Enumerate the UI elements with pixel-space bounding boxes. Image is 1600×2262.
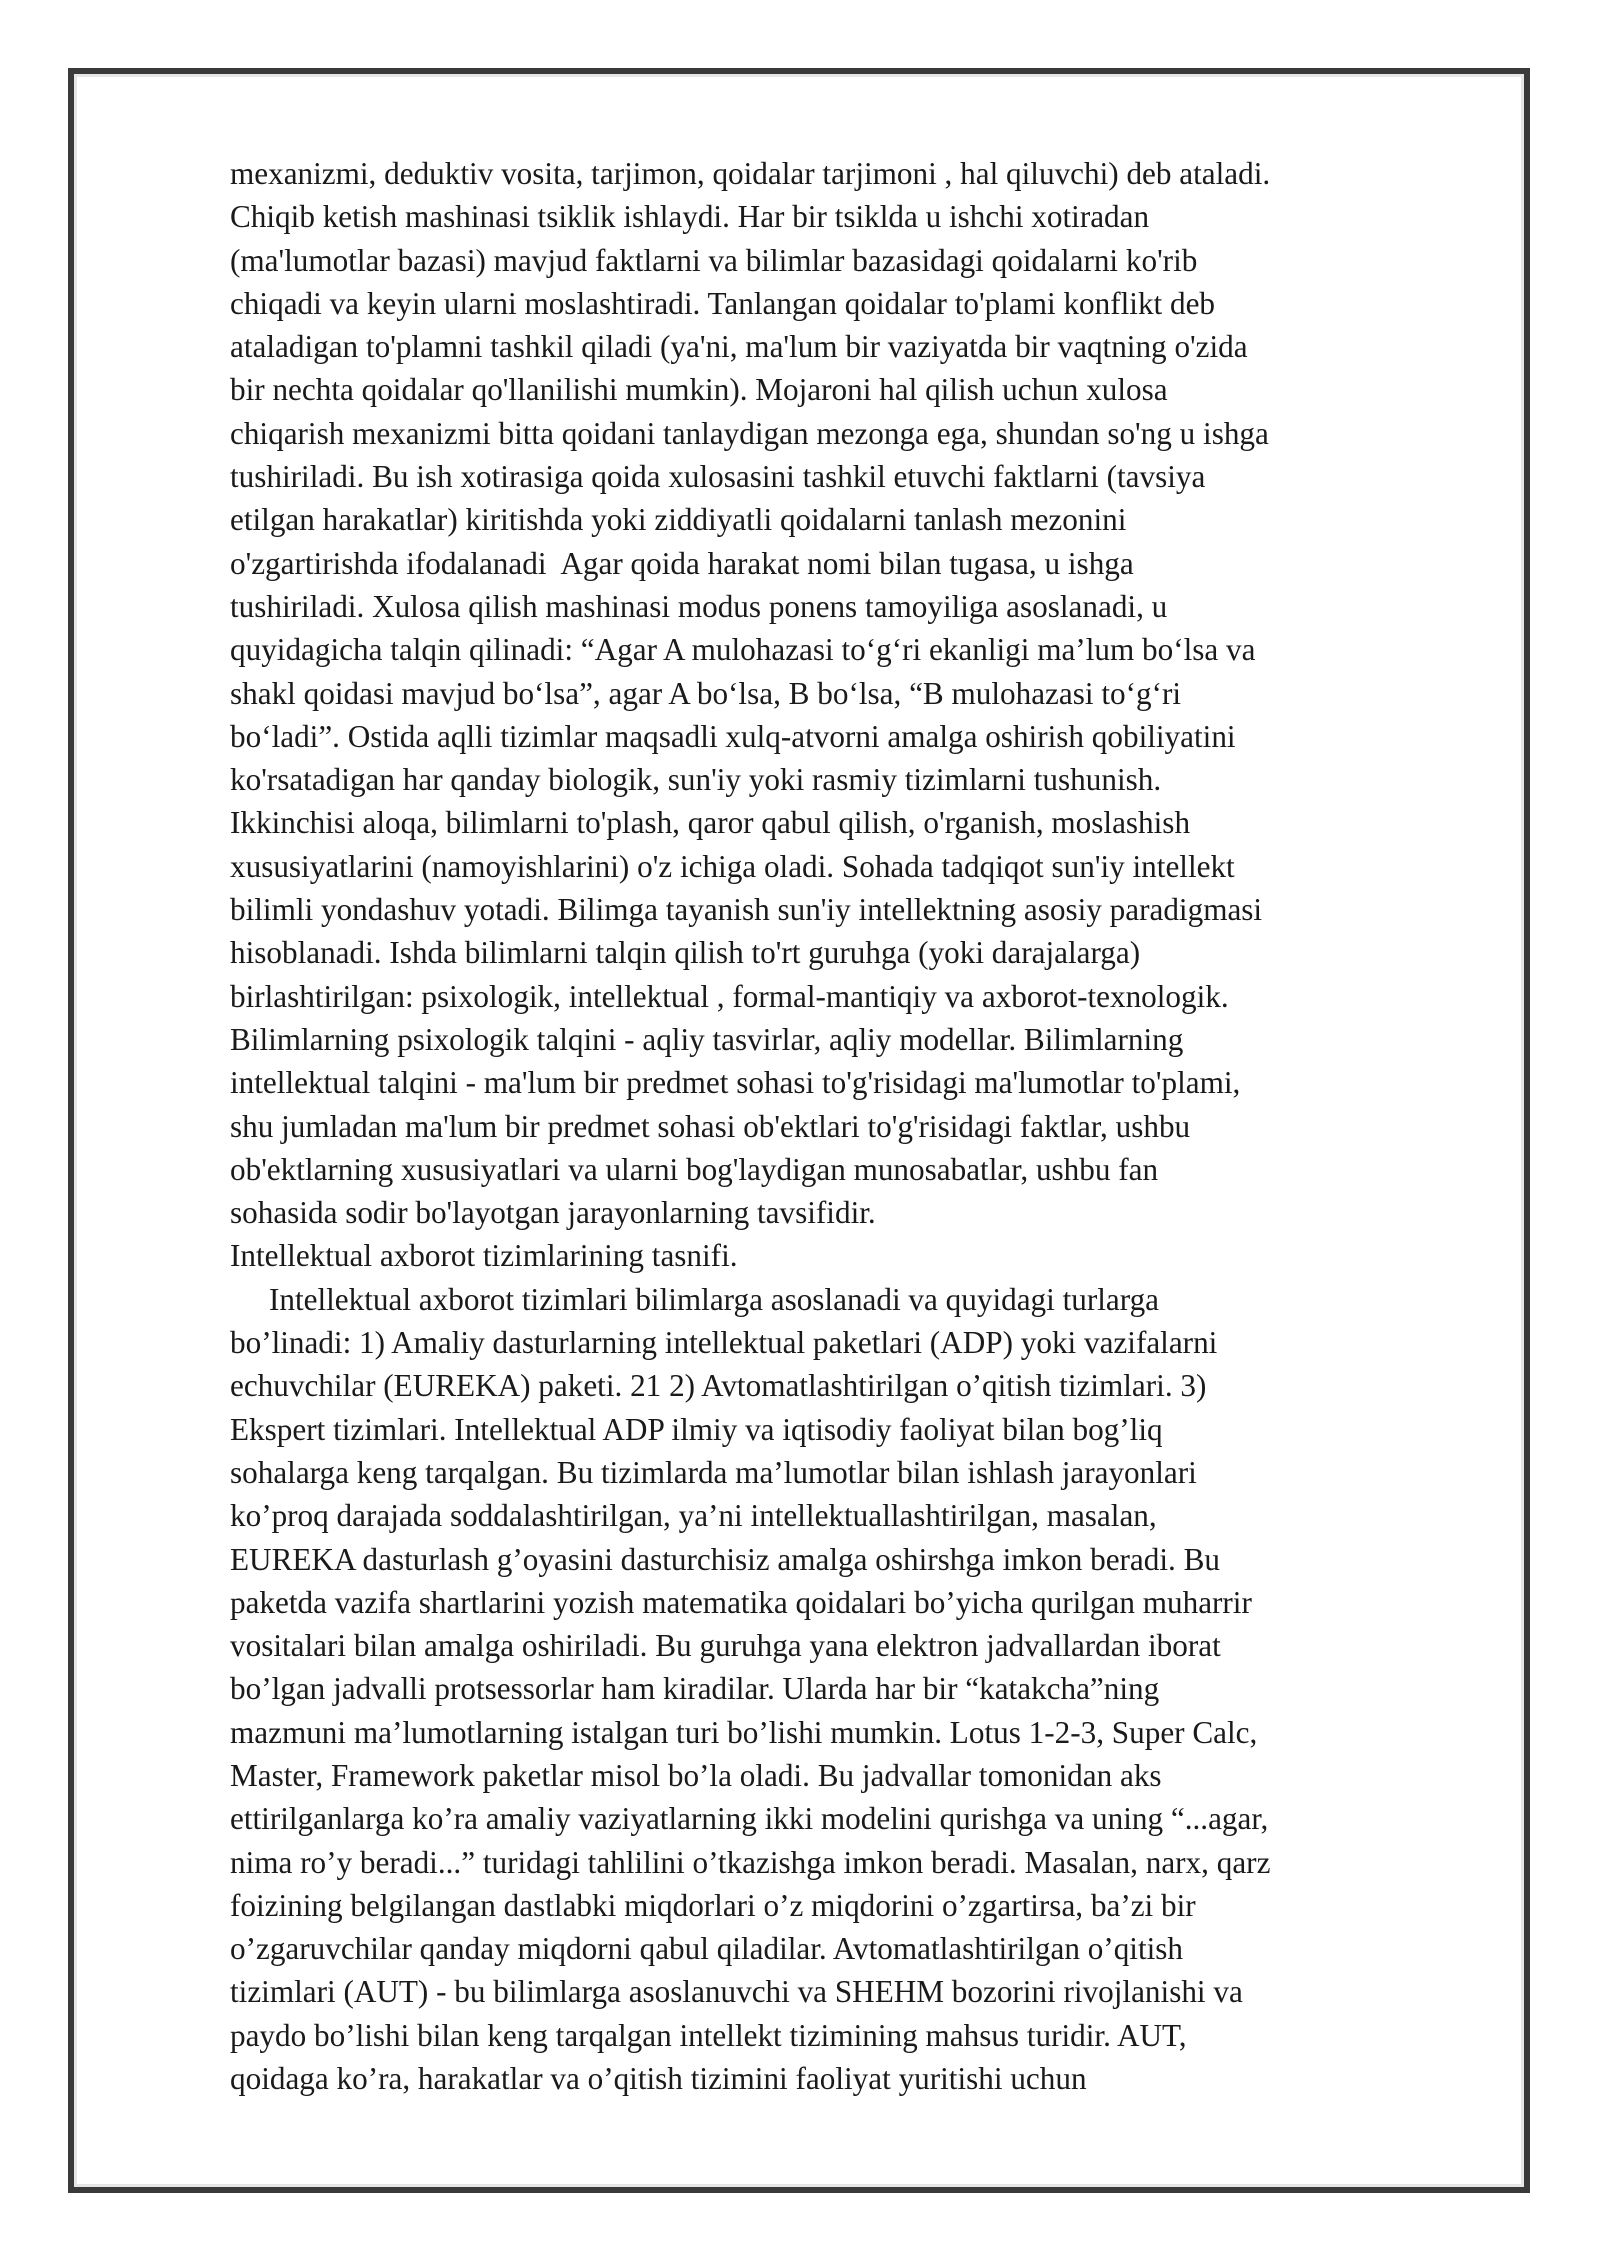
text-line: ko'rsatadigan har qanday biologik, sun'iy yoki rasmiy tizimlarni tushunish. xyxy=(230,762,1162,798)
text-line: bo’lgan jadvalli protsessorlar ham kiradilar. Ularda har bir “katakcha”ning xyxy=(230,1671,1160,1707)
text-line: intellektual talqini - ma'lum bir predmet sohasi to'g'risidagi ma'lumotlar to'plami, xyxy=(230,1065,1241,1101)
text-line: tushiriladi. Xulosa qilish mashinasi modus ponens tamoyiliga asoslanadi, u xyxy=(230,588,1168,624)
text-line: mazmuni ma’lumotlarning istalgan turi bo’lishi mumkin. Lotus 1-2-3, Super Calc, xyxy=(230,1714,1258,1750)
text-line: quyidagicha talqin qilinadi: “Agar A mulohazasi to‘g‘ri ekanligi ma’lum bo‘lsa va xyxy=(230,632,1256,668)
text-line: tizimlari (AUT) - bu bilimlarga asoslanuvchi va SHEHM bozorini rivojlanishi va xyxy=(230,1974,1243,2010)
text-line: bo‘ladi”. Ostida aqlli tizimlar maqsadli xulq-atvorni amalga oshirish qobiliyatini xyxy=(230,718,1236,754)
text-line: (ma'lumotlar bazasi) mavjud faktlarni va bilimlar bazasidagi qoidalarni ko'rib xyxy=(230,242,1198,278)
text-line: qoidaga ko’ra, harakatlar va o’qitish tizimini faoliyat yuritishi uchun xyxy=(230,2061,1087,2097)
text-line: ob'ektlarning xususiyatlari va ularni bog'laydigan munosabatlar, ushbu fan xyxy=(230,1151,1159,1187)
text-line: paketda vazifa shartlarini yozish matematika qoidalari bo’yicha qurilgan muharrir xyxy=(230,1584,1252,1620)
text-line: sohasida sodir bo'layotgan jarayonlarning tavsifidir. xyxy=(230,1195,876,1231)
text-line: o'zgartirishda ifodalanadi Agar qoida harakat nomi bilan tugasa, u ishga xyxy=(230,545,1134,581)
text-line: shakl qoidasi mavjud bo‘lsa”, agar A bo‘lsa, B bo‘lsa, “B mulohazasi to‘g‘ri xyxy=(230,675,1182,711)
text-line: ettirilganlarga ko’ra amaliy vaziyatlarning ikki modelini qurishga va uning “...agar, xyxy=(230,1801,1269,1837)
text-line: Ekspert tizimlari. Intellektual ADP ilmiy va iqtisodiy faoliyat bilan bog’liq xyxy=(230,1411,1163,1447)
text-line: ataladigan to'plamni tashkil qiladi (ya'ni, ma'lum bir vaziyatda bir vaqtning o'zida xyxy=(230,329,1248,365)
text-line: chiqarish mexanizmi bitta qoidani tanlaydigan mezonga ega, shundan so'ng u ishga xyxy=(230,415,1269,451)
text-line: bo’linadi: 1) Amaliy dasturlarning intellektual paketlari (ADP) yoki vazifalarni xyxy=(230,1325,1218,1361)
text-line: shu jumladan ma'lum bir predmet sohasi ob'ektlari to'g'risidagi faktlar, ushbu xyxy=(230,1108,1191,1144)
text-line: EUREKA dasturlash g’oyasini dasturchisiz amalga oshirshga imkon beradi. Bu xyxy=(230,1541,1221,1577)
text-line: Bilimlarning psixologik talqini - aqliy tasvirlar, aqliy modellar. Bilimlarning xyxy=(230,1021,1184,1057)
text-line: echuvchilar (EUREKA) paketi. 21 2) Avtomatlashtirilgan o’qitish tizimlari. 3) xyxy=(230,1368,1207,1404)
text-line: chiqadi va keyin ularni moslashtiradi. Tanlangan qoidalar to'plami konflikt deb xyxy=(230,285,1216,321)
text-line: Master, Framework paketlar misol bo’la oladi. Bu jadvallar tomonidan aks xyxy=(230,1757,1162,1793)
text-line: xususiyatlarini (namoyishlarini) o'z ichiga oladi. Sohada tadqiqot sun'iy intellekt xyxy=(230,848,1235,884)
text-line: etilgan harakatlar) kiritishda yoki ziddiyatli qoidalarni tanlash mezonini xyxy=(230,502,1127,538)
text-line: paydo bo’lishi bilan keng tarqalgan intellekt tizimining mahsus turidir. AUT, xyxy=(230,2017,1187,2053)
text-line: o’zgaruvchilar qanday miqdorni qabul qiladilar. Avtomatlashtirilgan o’qitish xyxy=(230,1931,1184,1967)
text-line: sohalarga keng tarqalgan. Bu tizimlarda ma’lumotlar bilan ishlash jarayonlari xyxy=(230,1454,1197,1490)
text-line: nima ro’y beradi...” turidagi tahlilini o’tkazishga imkon beradi. Masalan, narx, qarz xyxy=(230,1844,1271,1880)
text-line: birlashtirilgan: psixologik, intellektual , formal-mantiqiy va axborot-texnologik. xyxy=(230,978,1229,1014)
text-line: tushiriladi. Bu ish xotirasiga qoida xulosasini tashkil etuvchi faktlarni (tavsiya xyxy=(230,459,1206,495)
text-line: hisoblanadi. Ishda bilimlarni talqin qilish to'rt guruhga (yoki darajalarga) xyxy=(230,935,1141,971)
text-line: bilimli yondashuv yotadi. Bilimga tayanish sun'iy intellektning asosiy paradigmasi xyxy=(230,892,1263,928)
text-line: Intellektual axborot tizimlarining tasnifi. xyxy=(230,1238,738,1274)
text-line: ko’proq darajada soddalashtirilgan, ya’ni intellektuallashtirilgan, masalan, xyxy=(230,1498,1157,1534)
text-line: mexanizmi, deduktiv vosita, tarjimon, qoidalar tarjimoni , hal qiluvchi) deb ataladi. xyxy=(230,156,1271,191)
document-body-text xyxy=(230,152,1510,2100)
text-line: Ikkinchisi aloqa, bilimlarni to'plash, qaror qabul qilish, o'rganish, moslashish xyxy=(230,805,1191,841)
text-line: Chiqib ketish mashinasi tsiklik ishlaydi. Har bir tsiklda u ishchi xotiradan xyxy=(230,199,1150,235)
text-line: bir nechta qoidalar qo'llanilishi mumkin). Mojaroni hal qilish uchun xulosa xyxy=(230,372,1168,408)
text-line: vositalari bilan amalga oshiriladi. Bu guruhga yana elektron jadvallardan iborat xyxy=(230,1628,1221,1664)
text-line: Intellektual axborot tizimlari bilimlarga asoslanadi va quyidagi turlarga xyxy=(230,1281,1160,1317)
text-line: foizining belgilangan dastlabki miqdorlari o’z miqdorini o’zgartirsa, ba’zi bir xyxy=(230,1887,1196,1923)
